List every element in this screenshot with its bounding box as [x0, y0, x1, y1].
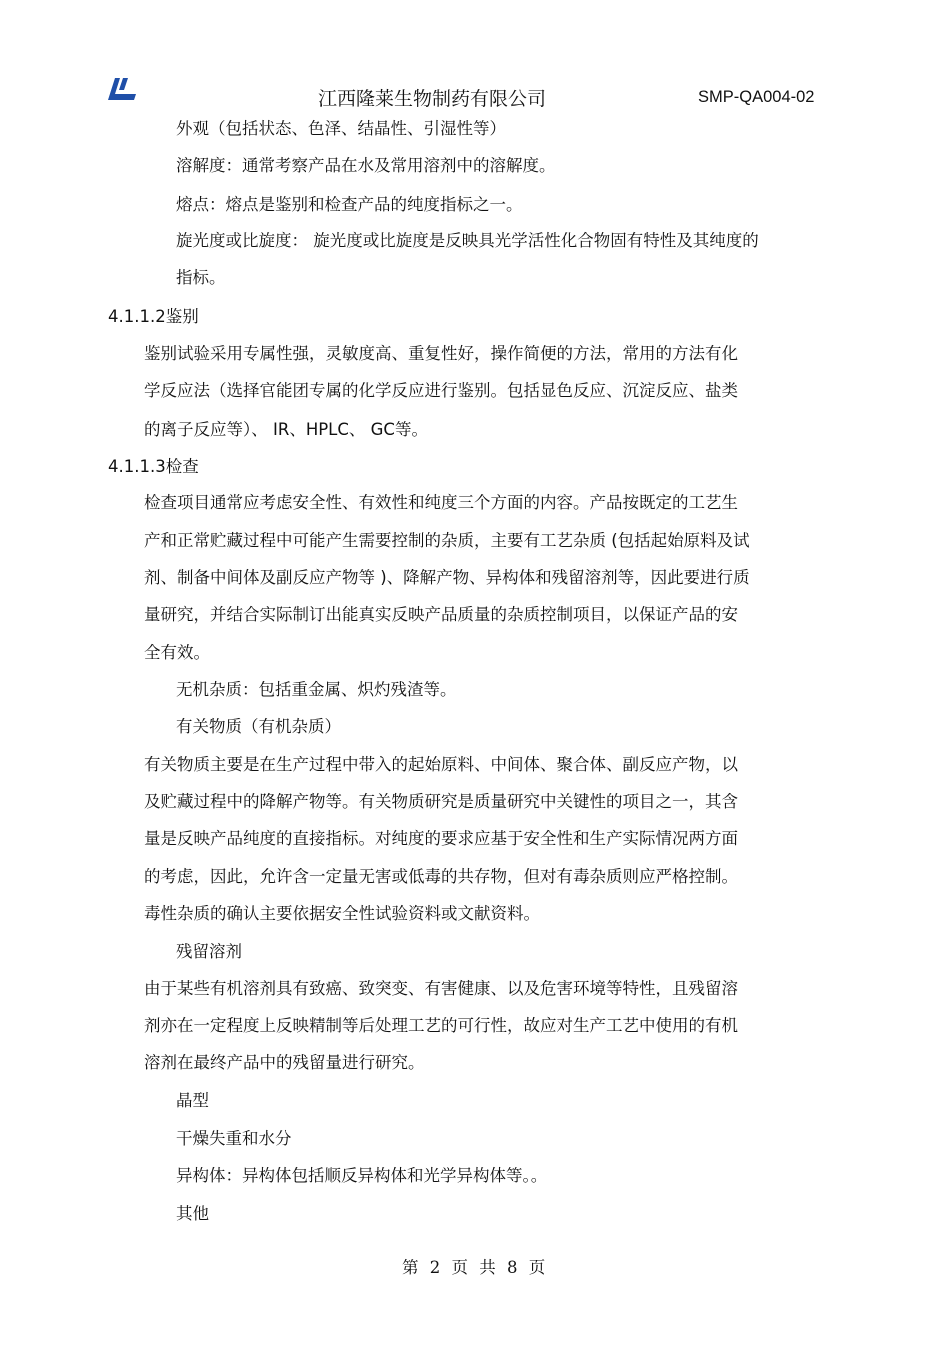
text-line: 剂亦在一定程度上反映精制等后处理工艺的可行性，故应对生产工艺中使用的有机	[144, 1016, 738, 1035]
text-line: 晶型	[176, 1091, 209, 1110]
text-line: 的考虑，因此，允许含一定量无害或低毒的共存物，但对有毒杂质则应严格控制。	[144, 867, 738, 886]
text-line: 产和正常贮藏过程中可能产生需要控制的杂质，主要有工艺杂质 (包括起始原料及试	[144, 531, 750, 550]
text-line: 有关物质主要是在生产过程中带入的起始原料、中间体、聚合体、副反应产物，以	[144, 755, 738, 774]
text-line: 旋光度或比旋度： 旋光度或比旋度是反映具光学活性化合物固有特性及其纯度的	[176, 231, 759, 250]
text-line: 指标。	[176, 268, 226, 287]
document-code: SMP-QA004-02	[698, 88, 815, 106]
text-line: 外观（包括状态、色泽、结晶性、引湿性等）	[176, 119, 506, 138]
text-line: 溶解度：通常考察产品在水及常用溶剂中的溶解度。	[176, 156, 556, 175]
text-line: 无机杂质：包括重金属、炽灼残渣等。	[176, 680, 457, 699]
text-line: 及贮藏过程中的降解产物等。有关物质研究是质量研究中关键性的项目之一，其含	[144, 792, 738, 811]
section-heading: 4.1.1.3检查	[108, 457, 199, 476]
text-line: 全有效。	[144, 643, 210, 662]
text-line: 量是反映产品纯度的直接指标。对纯度的要求应基于安全性和生产实际情况两方面	[144, 829, 738, 848]
page-number: 第 2 页 共 8 页	[402, 1258, 546, 1277]
text-line: 干燥失重和水分	[176, 1129, 292, 1148]
text-line: 溶剂在最终产品中的残留量进行研究。	[144, 1053, 425, 1072]
text-line: 鉴别试验采用专属性强，灵敏度高、重复性好，操作简便的方法，常用的方法有化	[144, 344, 738, 363]
text-line: 异构体：异构体包括顺反异构体和光学异构体等。。	[176, 1166, 548, 1185]
text-line: 剂、制备中间体及副反应产物等 )、降解产物、异构体和残留溶剂等，因此要进行质	[144, 568, 750, 587]
section-heading: 4.1.1.2鉴别	[108, 307, 199, 326]
text-line: 其他	[176, 1204, 209, 1223]
text-line: 毒性杂质的确认主要依据安全性试验资料或文献资料。	[144, 904, 540, 923]
text-line: 熔点：熔点是鉴别和检查产品的纯度指标之一。	[176, 195, 523, 214]
text-line: 学反应法（选择官能团专属的化学反应进行鉴别。包括显色反应、沉淀反应、盐类	[144, 381, 738, 400]
text-line: 检查项目通常应考虑安全性、有效性和纯度三个方面的内容。产品按既定的工艺生	[144, 493, 738, 512]
text-line: 由于某些有机溶剂具有致癌、致突变、有害健康、以及危害环境等特性，且残留溶	[144, 979, 738, 998]
text-line: 的离子反应等）、 IR、HPLC、 GC等。	[144, 420, 428, 439]
company-name: 江西隆莱生物制药有限公司	[318, 88, 547, 110]
text-line: 有关物质（有机杂质）	[176, 717, 341, 736]
text-line: 残留溶剂	[176, 942, 242, 961]
text-line: 量研究，并结合实际制订出能真实反映产品质量的杂质控制项目，以保证产品的安	[144, 605, 738, 624]
company-logo-icon	[108, 78, 140, 100]
